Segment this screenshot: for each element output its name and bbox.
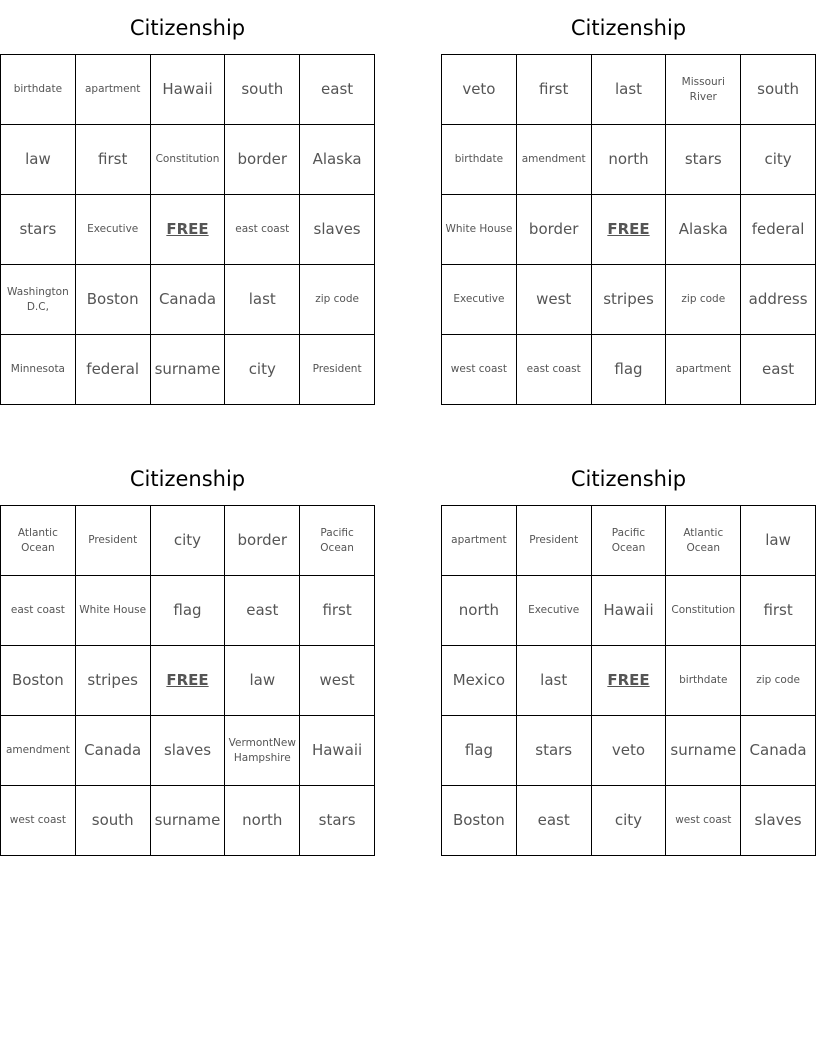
bingo-cell: first: [741, 576, 816, 646]
bingo-cell: surname: [151, 335, 226, 405]
bingo-cell: birthdate: [442, 125, 517, 195]
free-space-cell: FREE: [151, 646, 226, 716]
bingo-cell: federal: [76, 335, 151, 405]
bingo-cell: birthdate: [1, 55, 76, 125]
bingo-cell: President: [517, 506, 592, 576]
bingo-cell: east coast: [517, 335, 592, 405]
bingo-cell: apartment: [442, 506, 517, 576]
bingo-grid: [441, 54, 816, 405]
bingo-cell: zip code: [300, 265, 375, 335]
bingo-cell: east: [300, 55, 375, 125]
card-title: Citizenship: [129, 467, 246, 491]
bingo-cell: city: [592, 786, 667, 856]
bingo-cell: first: [300, 576, 375, 646]
bingo-card: [441, 465, 816, 829]
bingo-cell: VermontNew Hampshire: [225, 716, 300, 786]
bingo-cell: slaves: [151, 716, 226, 786]
bingo-cell: west: [300, 646, 375, 716]
bingo-cell: Atlantic Ocean: [1, 506, 76, 576]
bingo-cell: law: [741, 506, 816, 576]
bingo-cell: veto: [592, 716, 667, 786]
bingo-cell: west coast: [666, 786, 741, 856]
bingo-cell: Canada: [151, 265, 226, 335]
bingo-cell: President: [300, 335, 375, 405]
bingo-cell: Executive: [76, 195, 151, 265]
bingo-cell: Boston: [76, 265, 151, 335]
bingo-cell: White House: [76, 576, 151, 646]
bingo-cell: Hawaii: [151, 55, 226, 125]
bingo-cell: stripes: [76, 646, 151, 716]
free-space-cell: FREE: [592, 646, 667, 716]
bingo-grid: [0, 505, 375, 856]
card-title: Citizenship: [129, 16, 246, 40]
bingo-cell: border: [225, 506, 300, 576]
bingo-cell: Hawaii: [300, 716, 375, 786]
bingo-cell: veto: [442, 55, 517, 125]
bingo-cell: Hawaii: [592, 576, 667, 646]
bingo-cell: stars: [666, 125, 741, 195]
bingo-cell: zip code: [666, 265, 741, 335]
bingo-grid: [0, 54, 375, 405]
bingo-cell: flag: [151, 576, 226, 646]
bingo-cell: east coast: [225, 195, 300, 265]
bingo-card: [441, 14, 816, 378]
bingo-cell: south: [76, 786, 151, 856]
bingo-cell: law: [225, 646, 300, 716]
bingo-cell: slaves: [300, 195, 375, 265]
bingo-cell: stripes: [592, 265, 667, 335]
bingo-cell: west: [517, 265, 592, 335]
bingo-cell: amendment: [1, 716, 76, 786]
bingo-cell: Minnesota: [1, 335, 76, 405]
bingo-cell: north: [225, 786, 300, 856]
bingo-cell: west coast: [1, 786, 76, 856]
bingo-cell: President: [76, 506, 151, 576]
bingo-cell: Executive: [442, 265, 517, 335]
bingo-cell: flag: [592, 335, 667, 405]
bingo-cell: Boston: [442, 786, 517, 856]
bingo-cell: flag: [442, 716, 517, 786]
bingo-cell: last: [225, 265, 300, 335]
bingo-cell: stars: [517, 716, 592, 786]
bingo-cell: south: [741, 55, 816, 125]
bingo-cell: zip code: [741, 646, 816, 716]
bingo-cell: border: [225, 125, 300, 195]
bingo-cell: east: [741, 335, 816, 405]
bingo-cell: east: [517, 786, 592, 856]
bingo-cell: amendment: [517, 125, 592, 195]
bingo-cell: last: [517, 646, 592, 716]
bingo-cell: Alaska: [666, 195, 741, 265]
bingo-card: [0, 14, 375, 378]
bingo-cell: Boston: [1, 646, 76, 716]
bingo-cell: Washington D.C,: [1, 265, 76, 335]
bingo-cell: Pacific Ocean: [300, 506, 375, 576]
bingo-cell: surname: [666, 716, 741, 786]
bingo-cell: border: [517, 195, 592, 265]
bingo-cell: first: [517, 55, 592, 125]
bingo-cell: Constitution: [666, 576, 741, 646]
bingo-cell: birthdate: [666, 646, 741, 716]
bingo-cell: east coast: [1, 576, 76, 646]
card-title: Citizenship: [570, 16, 687, 40]
bingo-cell: city: [151, 506, 226, 576]
bingo-cell: Constitution: [151, 125, 226, 195]
bingo-cell: Pacific Ocean: [592, 506, 667, 576]
bingo-cell: address: [741, 265, 816, 335]
bingo-cell: Canada: [741, 716, 816, 786]
bingo-cell: Mexico: [442, 646, 517, 716]
bingo-cell: first: [76, 125, 151, 195]
bingo-cell: east: [225, 576, 300, 646]
bingo-grid: [441, 505, 816, 856]
bingo-cell: Executive: [517, 576, 592, 646]
bingo-cell: stars: [1, 195, 76, 265]
bingo-cell: west coast: [442, 335, 517, 405]
bingo-cell: apartment: [666, 335, 741, 405]
bingo-cell: last: [592, 55, 667, 125]
bingo-cell: south: [225, 55, 300, 125]
bingo-cell: Missouri River: [666, 55, 741, 125]
bingo-cell: federal: [741, 195, 816, 265]
card-title: Citizenship: [570, 467, 687, 491]
bingo-cell: Atlantic Ocean: [666, 506, 741, 576]
bingo-cell: north: [442, 576, 517, 646]
bingo-card: [0, 465, 375, 829]
bingo-cell: White House: [442, 195, 517, 265]
bingo-cell: north: [592, 125, 667, 195]
bingo-cell: apartment: [76, 55, 151, 125]
bingo-cell: city: [225, 335, 300, 405]
bingo-cell: surname: [151, 786, 226, 856]
free-space-cell: FREE: [151, 195, 226, 265]
bingo-cell: slaves: [741, 786, 816, 856]
bingo-cell: Canada: [76, 716, 151, 786]
bingo-cell: city: [741, 125, 816, 195]
bingo-cell: Alaska: [300, 125, 375, 195]
bingo-cell: stars: [300, 786, 375, 856]
bingo-cell: law: [1, 125, 76, 195]
free-space-cell: FREE: [592, 195, 667, 265]
